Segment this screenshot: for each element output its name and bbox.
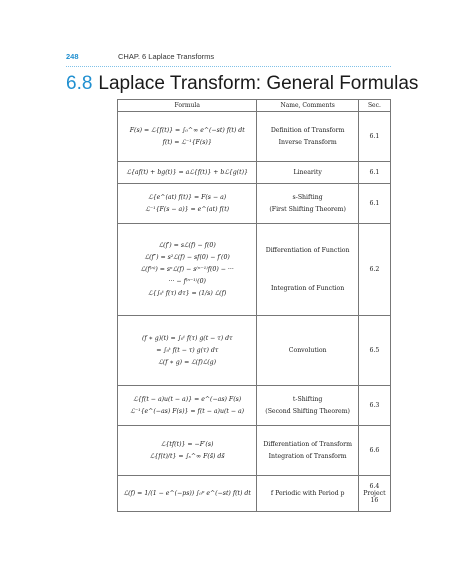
formula-line: = ∫₀ᵗ f(t − τ) g(τ) dτ (156, 346, 219, 354)
formula-line: ℒ(f″) = s²ℒ(f) − sf(0) − f′(0) (144, 253, 230, 261)
section-cell: 6.4 Project 16 (358, 476, 390, 512)
table-row (118, 112, 391, 162)
table-row (118, 386, 391, 426)
name-line: Convolution (288, 346, 327, 354)
formula-cell (118, 426, 257, 476)
table-header-row (118, 100, 391, 112)
formula-line: F(s) = ℒ{f(t)} = ∫₀^∞ e^(−st) f(t) dt (129, 126, 245, 134)
table-row (118, 316, 391, 386)
table-row (118, 476, 391, 512)
page-number: 248 (66, 52, 79, 61)
name-line: f Periodic with Period p (270, 489, 345, 497)
section-number: 6.8 (66, 73, 93, 94)
table-row (118, 224, 391, 316)
formula-line: ℒ⁻¹{F(s − a)} = e^(at) f(t) (145, 205, 230, 213)
section-title: Laplace Transform: General Formulas (98, 73, 419, 94)
name-cell (257, 224, 358, 316)
column-header: Name, Comments (257, 100, 358, 112)
section-cell: 6.1 (358, 184, 390, 224)
formula-line: ℒ{e^(at) f(t)} = F(s − a) (148, 193, 227, 201)
formula-line: ℒ{tf(t)} = −F′(s) (161, 440, 214, 448)
name-line: s-Shifting (292, 193, 323, 201)
formula-line: ℒ(f ∗ g) = ℒ(f)ℒ(g) (158, 358, 217, 366)
column-header: Formula (118, 100, 257, 112)
name-line: (Second Shifting Theorem) (265, 407, 350, 415)
table-row (118, 184, 391, 224)
formula-line: ℒ{f(t − a)u(t − a)} = e^(−as) F(s) (133, 395, 242, 403)
name-line: t-Shifting (292, 395, 323, 403)
formula-line: ℒ(f⁽ⁿ⁾) = sⁿℒ(f) − s⁽ⁿ⁻¹⁾f(0) − ··· (140, 265, 234, 273)
formula-line: f(t) = ℒ⁻¹{F(s)} (162, 138, 212, 146)
formula-line: ℒ{af(t) + bg(t)} = aℒ{f(t)} + bℒ{g(t)} (126, 168, 248, 176)
name-line: Inverse Transform (278, 138, 337, 146)
name-line: Differentiation of Function (265, 246, 350, 254)
name-line: (First Shifting Theorem) (269, 205, 346, 213)
section-cell: 6.5 (358, 316, 390, 386)
formula-cell (118, 184, 257, 224)
table-row (118, 426, 391, 476)
formula-cell (118, 162, 257, 184)
name-line: Linearity (293, 168, 322, 176)
formula-cell (118, 386, 257, 426)
name-line: Definition of Transform (270, 126, 345, 134)
name-line: Integration of Function (271, 284, 345, 292)
formula-line: ··· − f⁽ⁿ⁻¹⁾(0) (168, 277, 206, 285)
section-cell: 6.1 (358, 162, 390, 184)
section-heading (66, 73, 418, 95)
formula-cell (118, 112, 257, 162)
header-rule (66, 66, 392, 67)
section-cell: 6.2 (358, 224, 390, 316)
name-cell (257, 162, 358, 184)
running-header (0, 52, 474, 70)
formula-cell (118, 224, 257, 316)
section-cell: 6.3 (358, 386, 390, 426)
formula-line: ℒ(f) = 1/(1 − e^(−ps)) ∫₀ᵖ e^(−st) f(t) dt (123, 489, 251, 497)
formula-line: ℒ⁻¹{e^(−as) F(s)} = f(t − a)u(t − a) (130, 407, 245, 415)
chapter-title: CHAP. 6 Laplace Transforms (118, 52, 215, 61)
section-cell: 6.1 (358, 112, 390, 162)
section-cell: 6.6 (358, 426, 390, 476)
name-cell (257, 112, 358, 162)
formula-table (117, 99, 391, 512)
table-row (118, 162, 391, 184)
formula-line: (f ∗ g)(t) = ∫₀ᵗ f(τ) g(t − τ) dτ (141, 334, 233, 342)
name-line: Differentiation of Transform (263, 440, 352, 448)
name-line: Integration of Transform (268, 452, 347, 460)
name-cell (257, 386, 358, 426)
formula-cell (118, 476, 257, 512)
name-cell (257, 426, 358, 476)
formula-line: ℒ{∫₀ᵗ f(τ) dτ} = (1/s) ℒ(f) (148, 289, 227, 297)
formula-line: ℒ(f′) = sℒ(f) − f(0) (158, 241, 216, 249)
name-cell (257, 476, 358, 512)
column-header: Sec. (358, 100, 390, 112)
formula-line: ℒ{f(t)/t} = ∫ₛ^∞ F(s̃) ds̃ (149, 452, 225, 460)
formula-cell (118, 316, 257, 386)
name-cell (257, 184, 358, 224)
name-cell (257, 316, 358, 386)
